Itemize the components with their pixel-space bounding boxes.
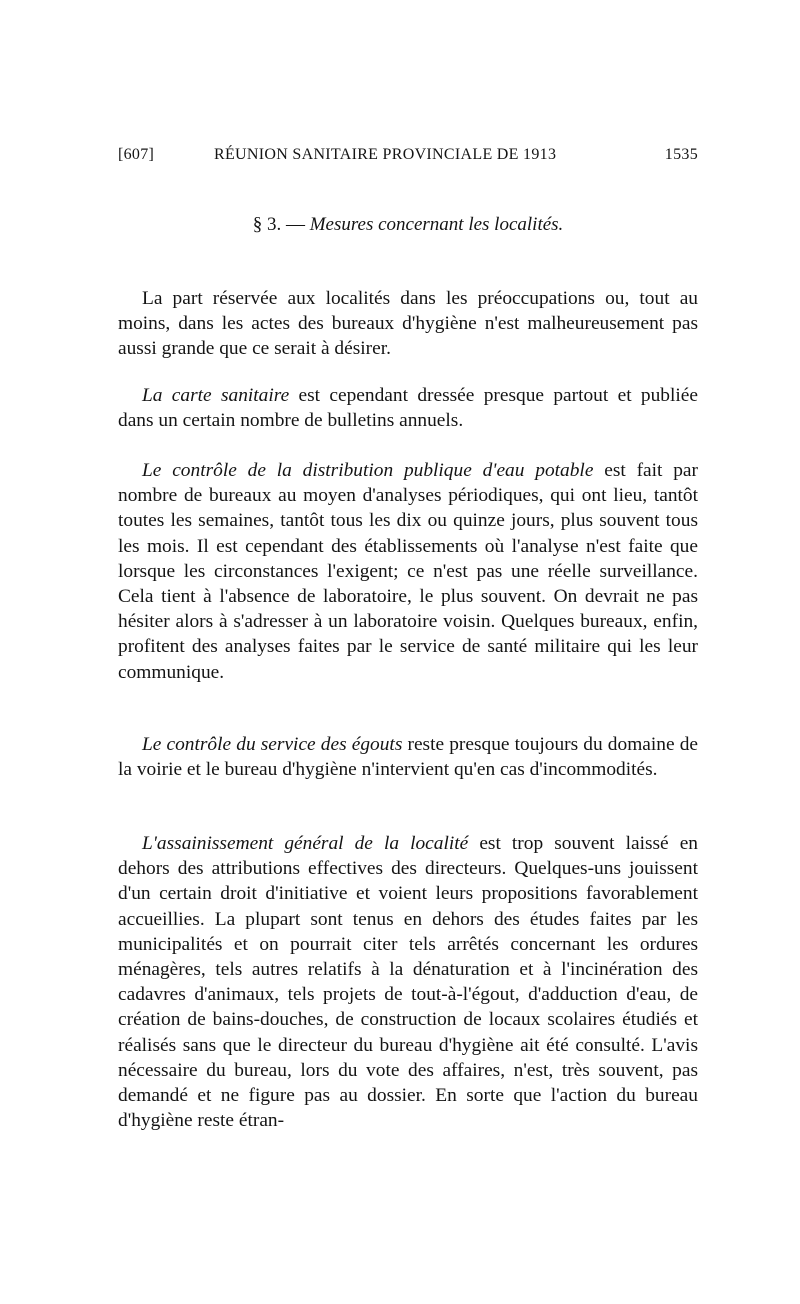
paragraph-lead: La carte sanitaire [142, 385, 290, 406]
paragraph-lead: L'assainissement général de la localité [142, 833, 469, 854]
paragraph-text: est cependant dressée presque partout et publiée dans un certain nombre de bulletins annuels. [118, 385, 698, 432]
paragraph-lead: Le contrôle de la distribution publique d'eau potable [142, 460, 594, 481]
paragraph-controle-eau [118, 458, 698, 685]
running-title: RÉUNION SANITAIRE PROVINCIALE DE 1913 [214, 146, 557, 163]
paragraph-text: est trop souvent laissé en dehors des attributions effectives des directeurs. Quelques-uns jouissent d'un certain droit d'initiative et voient leurs propositions favorablement accueillies. La plupart sont tenus en dehors des études faites par les municipalités et on pourrait citer tels arrêtés concernant les ordures ménagères, tels autres relatifs à la dénaturation et à l'incinération des cadavres d'animaux, tels projets de tout-à-l'égout, d'adduction d'eau, de création de bains-douches, de construction de locaux scolaires étudiés et réalisés sans que le directeur du bureau d'hygiène ait été consulté. L'avis nécessaire du bureau, lors du vote des affaires, n'est, très souvent, pas demandé et ne figure pas au dossier. En sorte que l'action du bureau d'hygiène reste étran- [118, 833, 699, 1132]
paragraph-text: est fait par nombre de bureaux au moyen d'analyses périodiques, qui ont lieu, tantôt toutes les semaines, tantôt tous les dix ou quinze jours, plus souvent tous les mois. Il est cependant des établissements où l'analyse n'est faite que lorsque les circonstances l'exigent; ce n'est pas une réelle surveillance. Cela tient à l'absence de laboratoire, le plus souvent. On devrait ne pas hésiter alors à s'adresser à un laboratoire voisin. Quelques bureaux, enfin, profitent des analyses faites par le service de santé militaire qui les leur communique. [118, 460, 698, 683]
page-number: 1535 [664, 146, 698, 163]
section-number: § 3. — [252, 214, 305, 235]
paragraph-lead: Le contrôle du service des égouts [142, 734, 403, 755]
page-reference: [607] [118, 146, 155, 163]
paragraph-assainissement [118, 831, 698, 1133]
paragraph-controle-egouts [118, 732, 698, 782]
paragraph-carte-sanitaire [118, 383, 698, 433]
paragraph-text: reste presque toujours du domaine de la voirie et le bureau d'hygiène n'intervient qu'en cas d'incommodités. [118, 734, 698, 781]
running-header [118, 146, 698, 170]
paragraph-text: La part réservée aux localités dans les préoccupations ou, tout au moins, dans les actes des bureaux d'hygiène n'est malheureusement pas aussi grande que ce serait à désirer. [118, 288, 698, 360]
section-heading [118, 214, 698, 236]
paragraph-localites [118, 286, 698, 362]
section-title: Mesures concernant les localités. [309, 214, 564, 235]
